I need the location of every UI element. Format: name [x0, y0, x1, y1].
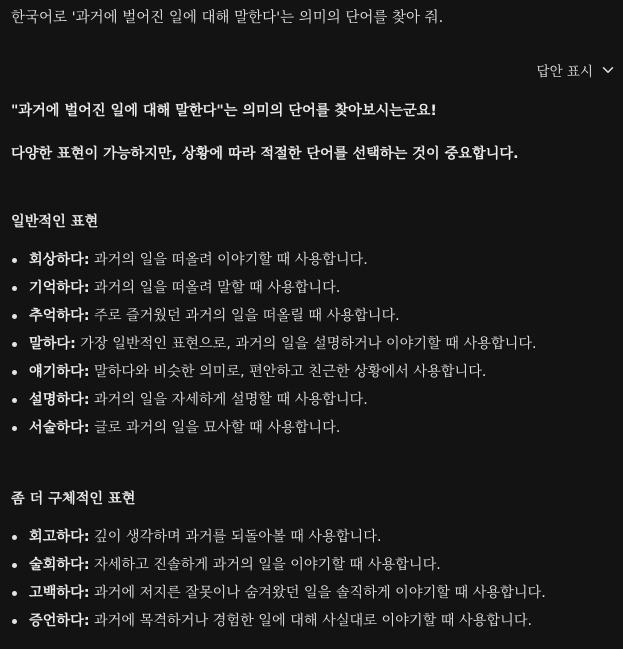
- list-item: [11, 414, 621, 442]
- list-item: [11, 579, 621, 607]
- list-item: [11, 302, 621, 330]
- bullet-dot: [12, 535, 17, 540]
- term-label: 회상하다:: [29, 252, 90, 268]
- show-drafts-button[interactable]: [537, 60, 617, 80]
- term-description: 과거의 일을 떠올려 이야기할 때 사용합니다.: [89, 252, 368, 268]
- bullet-dot: [12, 619, 17, 624]
- bullet-dot: [12, 426, 17, 431]
- bullet-dot: [12, 563, 17, 568]
- term-label: 술회하다:: [29, 557, 90, 573]
- term-label: 설명하다:: [29, 392, 90, 408]
- term-description: 자세하고 진솔하게 과거의 일을 이야기할 때 사용합니다.: [89, 557, 441, 573]
- term-label: 증언하다:: [29, 613, 90, 629]
- term-description: 과거에 목격하거나 경험한 일에 대해 사실대로 이야기할 때 사용합니다.: [89, 613, 533, 629]
- response-note: 다양한 표현이 가능하지만, 상황에 따라 적절한 단어를 선택하는 것이 중요합니다.: [11, 146, 519, 162]
- list-item: [11, 358, 621, 386]
- response-intro: "과거에 벌어진 일에 대해 말한다"는 의미의 단어를 찾아보시는군요!: [11, 103, 437, 119]
- response-body: [11, 98, 621, 635]
- bullet-dot: [12, 258, 17, 263]
- bullet-dot: [12, 314, 17, 319]
- term-description: 과거의 일을 떠올려 말할 때 사용합니다.: [89, 280, 341, 296]
- bullet-dot: [12, 286, 17, 291]
- term-label: 서술하다:: [29, 420, 90, 436]
- term-label: 기억하다:: [29, 280, 90, 296]
- term-description: 과거의 일을 자세하게 설명할 때 사용합니다.: [89, 392, 368, 408]
- list-item: [11, 330, 621, 358]
- section-heading-general: 일반적인 표현: [11, 214, 99, 230]
- list-item: [11, 551, 621, 579]
- term-label: 추억하다:: [29, 308, 90, 324]
- bullet-dot: [12, 591, 17, 596]
- bullet-dot: [12, 370, 17, 375]
- user-prompt: 한국어로 '과거에 벌어진 일에 대해 말한다'는 의미의 단어를 찾아 줘.: [11, 10, 444, 26]
- section-heading-specific: 좀 더 구체적인 표현: [11, 491, 136, 507]
- specific-terms-list: [11, 523, 621, 635]
- term-label: 얘기하다:: [29, 364, 90, 380]
- term-description: 말하다와 비슷한 의미로, 편안하고 친근한 상황에서 사용합니다.: [89, 364, 487, 380]
- term-label: 말하다:: [29, 336, 76, 352]
- term-label: 고백하다:: [29, 585, 90, 601]
- general-terms-list: [11, 246, 621, 442]
- list-item: [11, 523, 621, 551]
- term-description: 과거에 저지른 잘못이나 숨겨왔던 일을 솔직하게 이야기할 때 사용합니다.: [89, 585, 546, 601]
- term-description: 가장 일반적인 표현으로, 과거의 일을 설명하거나 이야기할 때 사용합니다.: [75, 336, 537, 352]
- list-item: [11, 274, 621, 302]
- bullet-dot: [12, 398, 17, 403]
- bullet-dot: [12, 342, 17, 347]
- list-item: [11, 386, 621, 414]
- term-description: 깊이 생각하며 과거를 되돌아볼 때 사용합니다.: [89, 529, 382, 545]
- show-drafts-label: 답안 표시: [536, 64, 593, 80]
- term-label: 회고하다:: [29, 529, 90, 545]
- term-description: 주로 즐거웠던 과거의 일을 떠올릴 때 사용합니다.: [89, 308, 400, 324]
- term-description: 글로 과거의 일을 묘사할 때 사용합니다.: [89, 420, 341, 436]
- chevron-down-icon: [599, 61, 617, 79]
- list-item: [11, 246, 621, 274]
- list-item: [11, 607, 621, 635]
